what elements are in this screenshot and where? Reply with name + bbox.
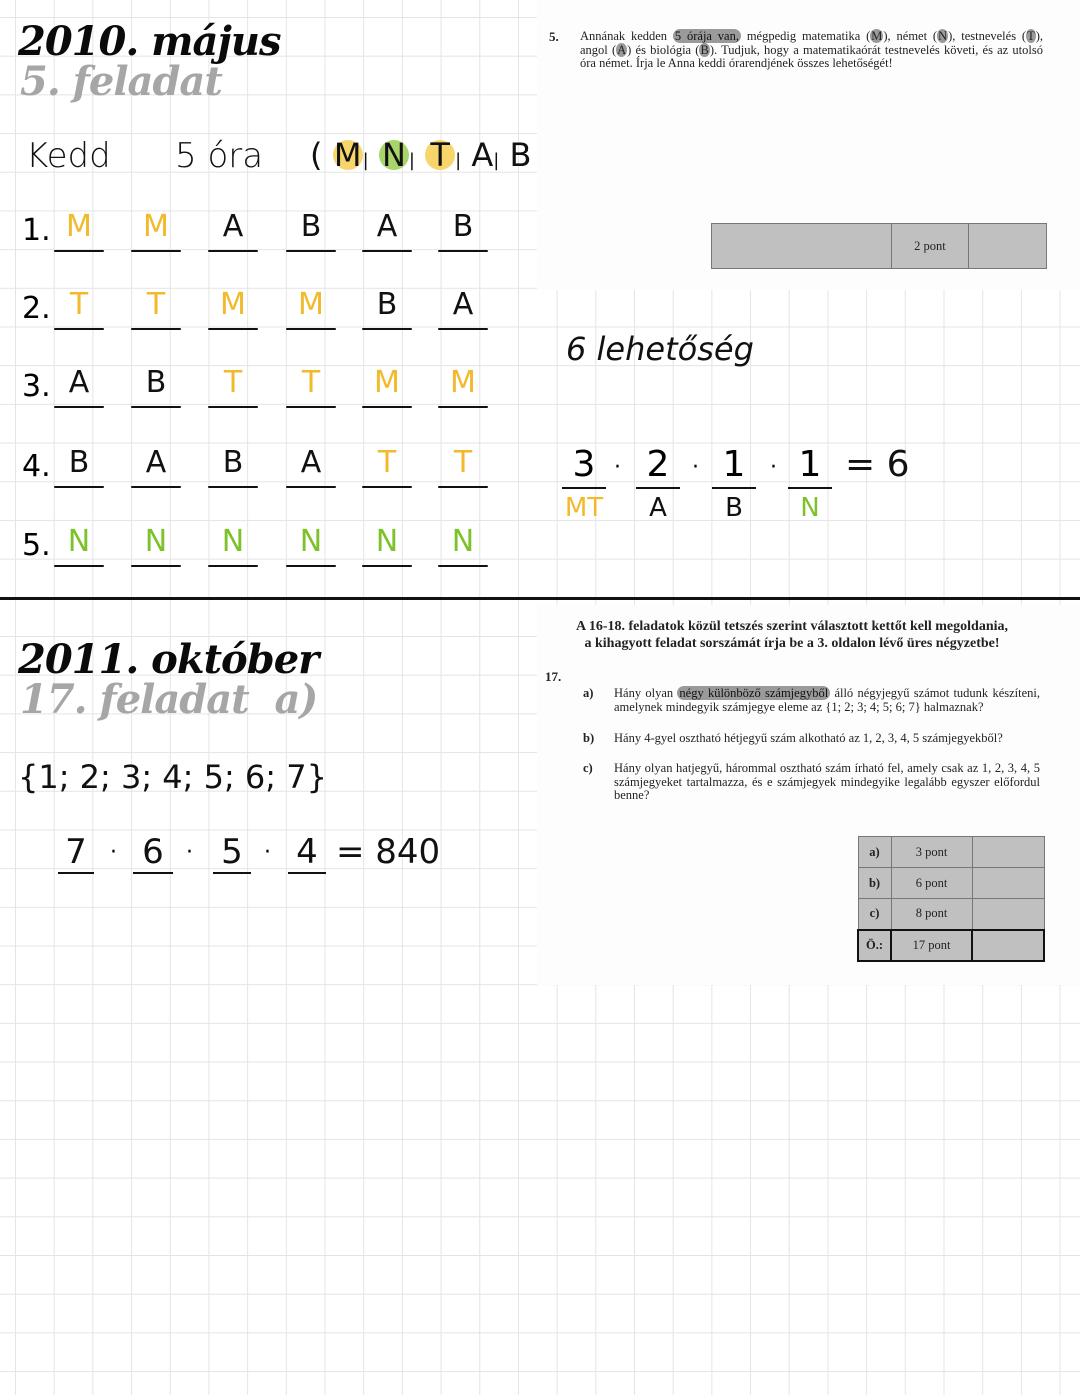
schedule-cell: B [442,209,484,244]
subject-a: A [471,136,494,174]
intro-hours: 5 óra [175,136,264,176]
text: ), testnevelés ( [948,29,1027,43]
digit-set: {1; 2; 3; 4; 5; 6; 7} [18,758,327,796]
multiply-dot: · [186,840,193,865]
factor-number: 1 [712,444,756,489]
circled-n: N [938,29,948,43]
circled-t: T [1027,29,1035,43]
intro-day: Kedd [26,136,111,176]
section2-title: 2011. október [18,636,319,683]
schedule-cell: M [212,287,254,322]
score-cell [972,899,1044,930]
total-points-cell: 17 pont [891,930,972,961]
equals-result: = 6 [845,444,910,485]
factor-label: MT [564,493,604,523]
schedule-cell: N [366,524,408,559]
factor: 6 [133,832,173,874]
text: ), angol ( [580,29,1043,57]
section1-title: 2010. május [18,18,281,65]
circled-m: M [871,29,883,43]
row-number: 2. [22,291,51,326]
schedule-cell: B [366,287,408,322]
factor-label: B [725,493,743,523]
blank-cell [712,224,892,269]
multiply-dot: · [692,455,699,480]
section2-subtitle: 17. feladat a) [20,676,318,723]
text: Hány olyan [614,686,678,700]
text: mégpedig matematika ( [740,29,871,43]
schedule-cell: A [442,287,484,322]
schedule-cell: N [212,524,254,559]
score-cell [972,837,1044,868]
factor-label: A [649,493,667,523]
result-text: 6 lehetőség [566,330,754,368]
exam-excerpt-5 [537,0,1080,290]
points-cell: 3 pont [891,837,972,868]
schedule-cell: T [58,287,100,322]
schedule-cell: B [58,445,100,480]
schedule-cell: A [135,445,177,480]
circled-b: B [700,42,709,57]
item-label: b) [583,731,595,745]
exam-number: 5. [549,29,559,44]
section1-subtitle: 5. feladat [20,58,222,105]
highlight-5-oraja: 5 órája van, [674,29,739,43]
schedule-cell: M [58,209,100,244]
text: ) és biológia ( [627,42,700,57]
item-label: c) [583,761,593,775]
schedule-cell: A [366,209,408,244]
score-cell [972,868,1044,899]
factor: 5 [213,832,251,874]
subject-m: M [333,136,362,174]
header-line: a kihagyott feladat sorszámát írja be a 3. oldalon lévő üres négyzetbe! [584,636,1000,651]
schedule-cell: B [212,445,254,480]
factor [636,444,680,523]
factor-label: N [800,493,820,523]
multiply-dot: · [770,455,777,480]
schedule-cell: T [135,287,177,322]
part-label: b) [858,868,891,899]
score-cell [969,224,1047,269]
points-cell: 6 pont [891,868,972,899]
schedule-cell: T [442,445,484,480]
text: ). Tudjuk, hogy a matematikaórát testnevelés követi, és az utolsó óra német. Írja le Anna keddi órarendjének összes lehetőségét! [580,42,1043,70]
total-score-cell [972,930,1044,961]
points-table-5 [711,223,1047,269]
schedule-cell: N [58,524,100,559]
schedule-cell: M [442,365,484,400]
schedule-cell: N [135,524,177,559]
item-a-text [614,687,1040,714]
schedule-cell: A [212,209,254,244]
schedule-cell: M [366,365,408,400]
schedule-cell: A [58,365,100,400]
schedule-cell: T [366,445,408,480]
factor: 7 [58,832,94,874]
text: ), német ( [883,29,938,43]
schedule-cell: N [290,524,332,559]
row-number: 1. [22,213,51,248]
section-divider [0,597,1080,600]
factor: 4 [288,832,326,874]
item-b-text: Hány 4-gyel osztható hétjegyű szám alkotható az 1, 2, 3, 4, 5 számjegyekből? [614,731,1003,745]
exam-excerpt-17 [537,605,1080,985]
schedule-cell: T [290,365,332,400]
equals-result: = 840 [336,832,441,872]
header-line: A 16-18. feladatok közül tetszés szerint választott kettőt kell megoldania, [576,619,1008,634]
paren-open: ( [310,136,323,174]
schedule-cell: B [290,209,332,244]
points-table-17 [857,836,1045,962]
subject-b: B [509,136,532,174]
schedule-cell: N [442,524,484,559]
schedule-cell: T [212,365,254,400]
subject-n: N [379,140,409,170]
item-label: a) [583,686,594,700]
subject-t: T [425,140,455,170]
factor-number: 3 [562,444,606,489]
text: Annának kedden [580,29,673,43]
schedule-cell: B [135,365,177,400]
schedule-cell: M [135,209,177,244]
factor [788,444,832,523]
factor-number: 2 [636,444,680,489]
total-label: Ö.: [858,930,891,961]
part-label: c) [858,899,891,930]
factor-number: 1 [788,444,832,489]
exam-header [537,618,1047,652]
intro-subjects: ( M| N | T | A| B [310,136,554,174]
circled-a: A [617,42,627,57]
factor [562,444,606,523]
exam-question-text [580,30,1043,71]
row-number: 3. [22,369,51,404]
row-number: 5. [22,528,51,563]
row-number: 4. [22,449,51,484]
part-label: a) [858,837,891,868]
text: álló négyjegyű számot tudunk készíteni, amelynek mindegyik számjegye eleme az {1; 2; 3; 4; 5; 6; 7} halmaznak? [614,686,1040,714]
points-cell: 8 pont [891,899,972,930]
points-cell: 2 pont [891,224,969,269]
multiply-dot: · [110,840,117,865]
factor [712,444,756,523]
schedule-cell: A [290,445,332,480]
item-c-text: Hány olyan hatjegyű, hárommal osztható szám írható fel, amely csak az 1, 2, 3, 4, 5 számjegyeket tartalmazza, és e számjegyek mindegyike legalább egyszer előfordul benne? [614,761,1040,802]
multiply-dot: · [264,840,271,865]
exam-number: 17. [545,669,562,684]
highlight-negy-kulonbozo: négy különböző számjegyből [679,686,829,700]
schedule-cell: M [290,287,332,322]
multiply-dot: · [614,455,621,480]
